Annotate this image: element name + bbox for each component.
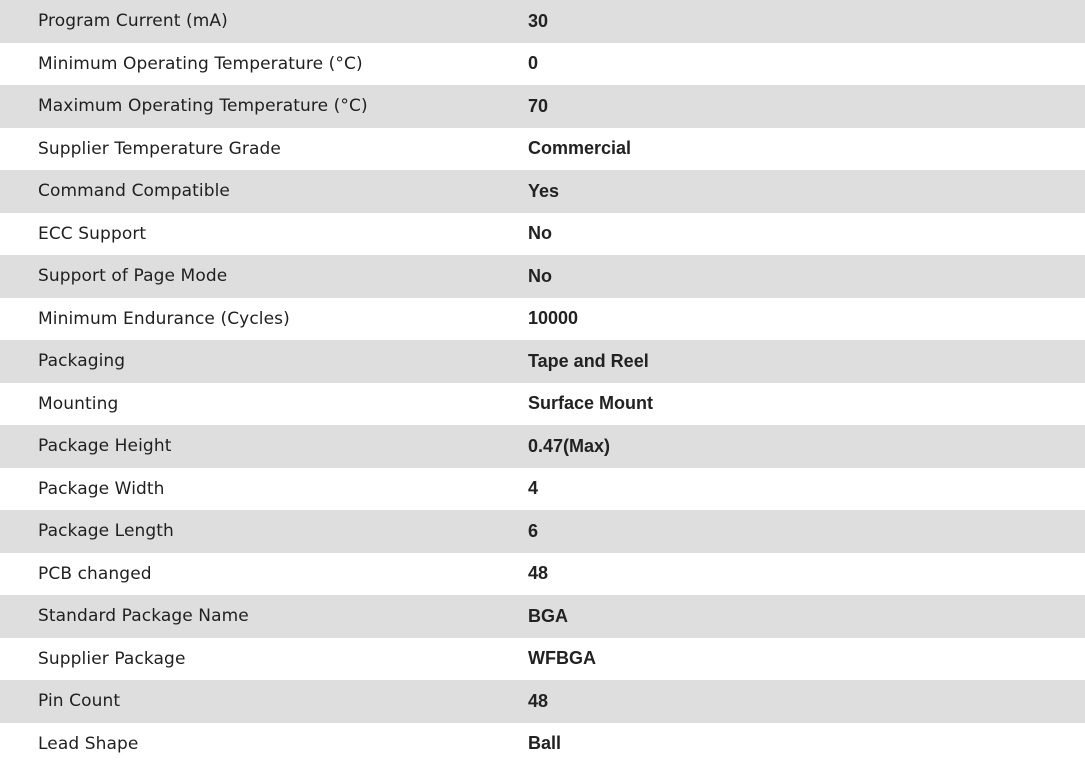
spec-label: Pin Count <box>0 680 528 723</box>
spec-row-command-compatible <box>0 170 1085 213</box>
spec-row-standard-package-name <box>0 595 1085 638</box>
spec-row-page-mode-support <box>0 255 1085 298</box>
spec-value: 0 <box>528 43 1085 86</box>
spec-row-supplier-package <box>0 638 1085 681</box>
spec-label: Package Height <box>0 425 528 468</box>
spec-label: Package Width <box>0 468 528 511</box>
spec-label: Standard Package Name <box>0 595 528 638</box>
spec-row-package-width <box>0 468 1085 511</box>
spec-label: Support of Page Mode <box>0 255 528 298</box>
spec-label: Supplier Temperature Grade <box>0 128 528 171</box>
spec-value: Commercial <box>528 128 1085 171</box>
spec-row-min-endurance <box>0 298 1085 341</box>
spec-row-max-operating-temperature <box>0 85 1085 128</box>
spec-row-package-length <box>0 510 1085 553</box>
spec-value: No <box>528 213 1085 256</box>
spec-value: Ball <box>528 723 1085 765</box>
spec-value: 70 <box>528 85 1085 128</box>
spec-row-pin-count <box>0 680 1085 723</box>
spec-row-pcb-changed <box>0 553 1085 596</box>
spec-label: Minimum Operating Temperature (°C) <box>0 43 528 86</box>
spec-row-supplier-temperature-grade <box>0 128 1085 171</box>
spec-value: 0.47(Max) <box>528 425 1085 468</box>
spec-label: Supplier Package <box>0 638 528 681</box>
spec-label: Package Length <box>0 510 528 553</box>
spec-row-ecc-support <box>0 213 1085 256</box>
spec-label: Mounting <box>0 383 528 426</box>
spec-row-packaging <box>0 340 1085 383</box>
spec-row-lead-shape <box>0 723 1085 765</box>
spec-row-program-current <box>0 0 1085 43</box>
spec-value: Tape and Reel <box>528 340 1085 383</box>
spec-value: Yes <box>528 170 1085 213</box>
spec-label: Maximum Operating Temperature (°C) <box>0 85 528 128</box>
spec-value: 30 <box>528 0 1085 43</box>
spec-row-package-height <box>0 425 1085 468</box>
spec-label: Program Current (mA) <box>0 0 528 43</box>
spec-value: 48 <box>528 680 1085 723</box>
spec-value: 10000 <box>528 298 1085 341</box>
spec-label: PCB changed <box>0 553 528 596</box>
spec-value: 48 <box>528 553 1085 596</box>
spec-row-mounting <box>0 383 1085 426</box>
spec-label: ECC Support <box>0 213 528 256</box>
spec-row-min-operating-temperature <box>0 43 1085 86</box>
spec-label: Lead Shape <box>0 723 528 765</box>
spec-value: 4 <box>528 468 1085 511</box>
spec-value: 6 <box>528 510 1085 553</box>
spec-value: WFBGA <box>528 638 1085 681</box>
spec-value: BGA <box>528 595 1085 638</box>
spec-value: Surface Mount <box>528 383 1085 426</box>
spec-label: Command Compatible <box>0 170 528 213</box>
spec-label: Minimum Endurance (Cycles) <box>0 298 528 341</box>
spec-label: Packaging <box>0 340 528 383</box>
spec-value: No <box>528 255 1085 298</box>
